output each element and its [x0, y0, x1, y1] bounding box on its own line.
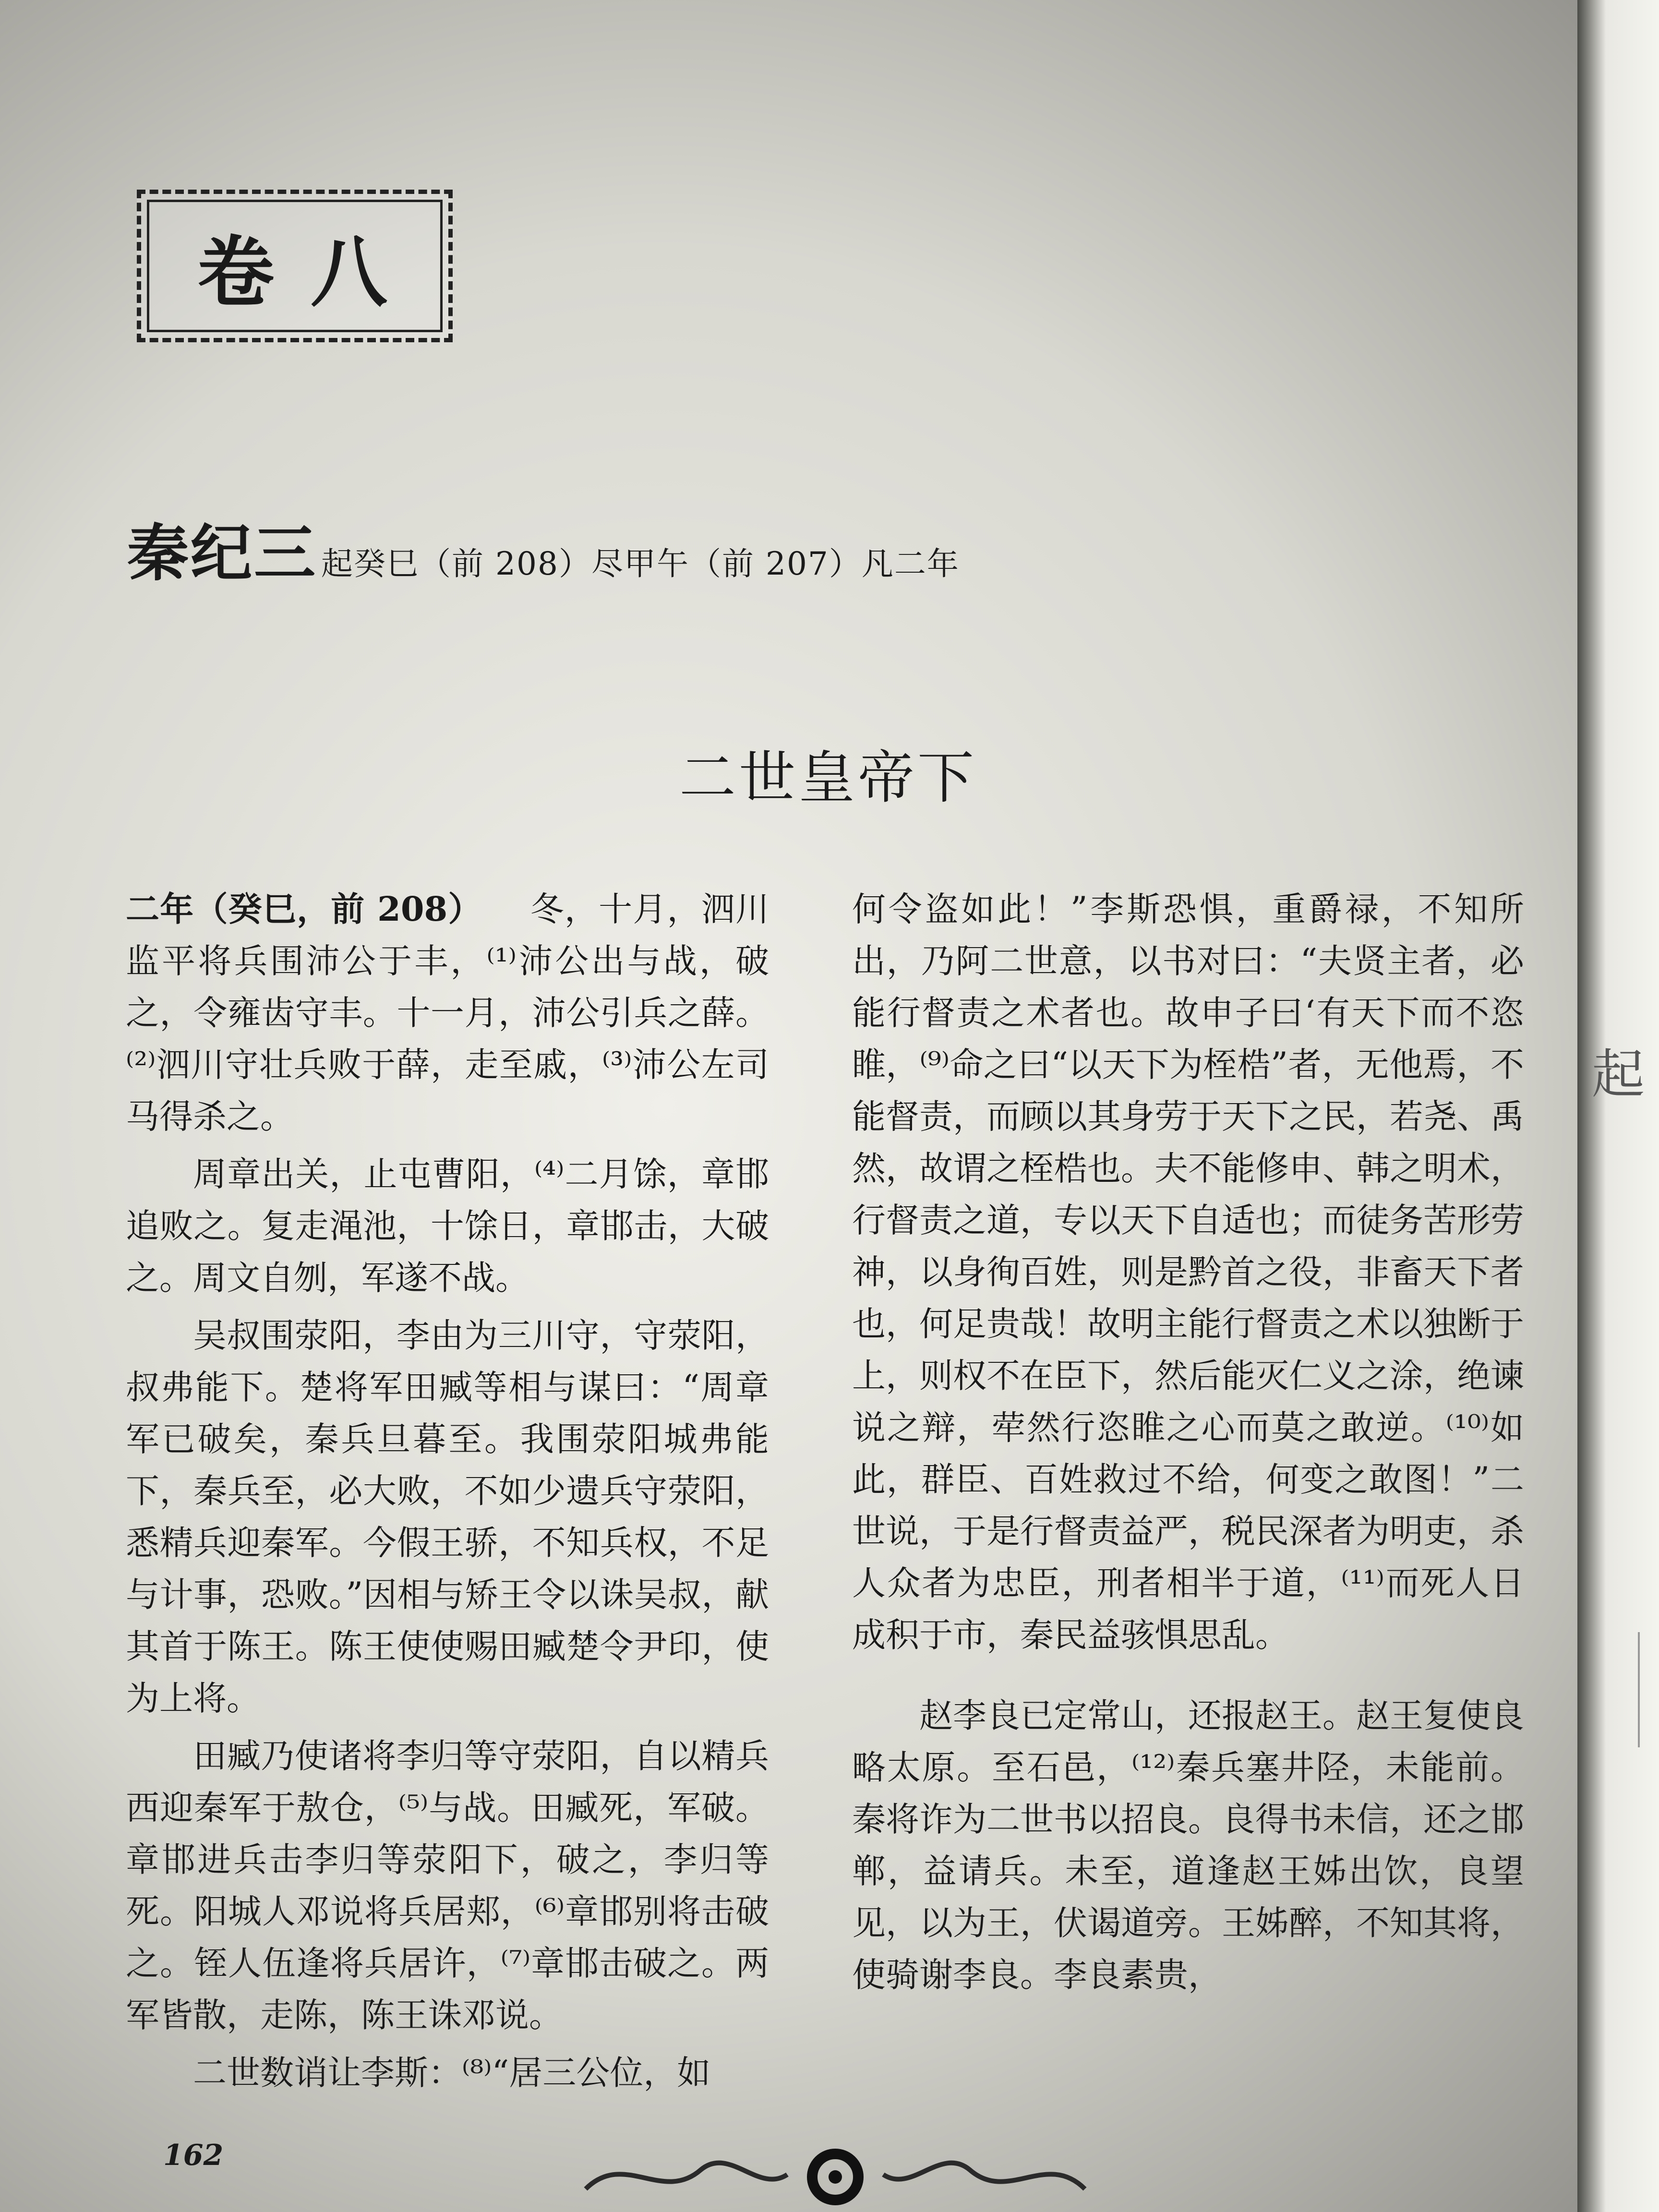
- year-label: 二年（癸巳，前 208）: [126, 889, 482, 929]
- paragraph: 周章出关，止屯曹阳，⁽⁴⁾二月馀，章邯追败之。复走渑池，十馀日，章邯击，大破之。周文自刎，军遂不战。: [126, 1154, 769, 1298]
- chapter-range: 起癸巳（前 208）尽甲午（前 207）凡二年: [321, 545, 960, 582]
- juan-title-box: [137, 190, 453, 342]
- section-title: 二世皇帝下: [679, 745, 977, 811]
- paragraph: 二世数诮让李斯：⁽⁸⁾“居三公位，如: [193, 2053, 711, 2092]
- page-number: 162: [163, 2139, 224, 2172]
- margin-tick: [1638, 1632, 1640, 1747]
- paragraph-text: 冬，十月，泗川监平将兵围沛公于丰，⁽¹⁾沛公出与战，破之，令雍齿守丰。十一月，沛公引兵之薛。⁽²⁾泗川守壮兵败于薛，走至戚，⁽³⁾沛公左司马得杀之。: [126, 890, 769, 1136]
- chapter-title: 秦纪三: [127, 517, 318, 589]
- paragraph: 赵李良已定常山，还报赵王。赵王复使良略太原。至石邑，⁽¹²⁾秦兵塞井陉，未能前。秦将诈为二世书以招良。良得书未信，还之邯郸，益请兵。未至，道逢赵王姊出饮，良望见，以为王，伏谒道旁。王姊醉，不知其将，使骑谢李良。李良素贵，: [852, 1696, 1524, 1995]
- paragraph: 田臧乃使诸将李归等守荥阳，自以精兵西迎秦军于敖仓，⁽⁵⁾与战。田臧死，军破。章邯进兵击李归等荥阳下，破之，李归等死。阳城人邓说将兵居郏，⁽⁶⁾章邯别将击破之。铚人伍逢将兵居许，⁽⁷⁾章邯击破之。两军皆散，走陈，陈王诛邓说。: [126, 1736, 769, 2035]
- dragon-ornament: [566, 2136, 1104, 2208]
- margin-note: 起: [1592, 1044, 1645, 1105]
- left-column: [126, 883, 769, 2104]
- facing-page-edge: [1577, 0, 1659, 2212]
- paragraph: [126, 883, 769, 1142]
- juan-title: 卷 八: [197, 227, 392, 317]
- paragraph: 何令盗如此！”李斯恐惧，重爵禄，不知所出，乃阿二世意，以书对曰：“夫贤主者，必能行督责之术者也。故申子曰‘有天下而不恣睢，⁽⁹⁾命之曰“以天下为桎梏”者，无他焉，不能督责，而顾以其身劳于天下之民，若尧、禹然，故谓之桎梏也。夫不能修申、韩之明术，行督责之道，专以天下自适也；而徒务苦形劳神，以身徇百姓，则是黔首之役，非畜天下者也，何足贵哉！故明主能行督责之术以独断于上，则权不在臣下，然后能灭仁义之涂，绝谏说之辩，荦然行恣睢之心而莫之敢逆。⁽¹⁰⁾如此，群臣、百姓救过不给，何变之敢图！”二世说，于是行督责益严，税民深者为明吏，杀人众者为忠臣，刑者相半于道，⁽¹¹⁾而死人日成积于市，秦民益骇惧思乱。: [852, 890, 1524, 1655]
- right-column: [852, 883, 1524, 2007]
- chapter-heading: [127, 504, 960, 592]
- paragraph: 吴叔围荥阳，李由为三川守，守荥阳，叔弗能下。楚将军田臧等相与谋曰：“周章军已破矣，秦兵旦暮至。我围荥阳城弗能下，秦兵至，必大败，不如少遗兵守荥阳，悉精兵迎秦军。今假王骄，不知兵权，不足与计事，恐败。”因相与矫王令以诛吴叔，献其首于陈王。陈王使使赐田臧楚令尹印，使为上将。: [126, 1316, 769, 1718]
